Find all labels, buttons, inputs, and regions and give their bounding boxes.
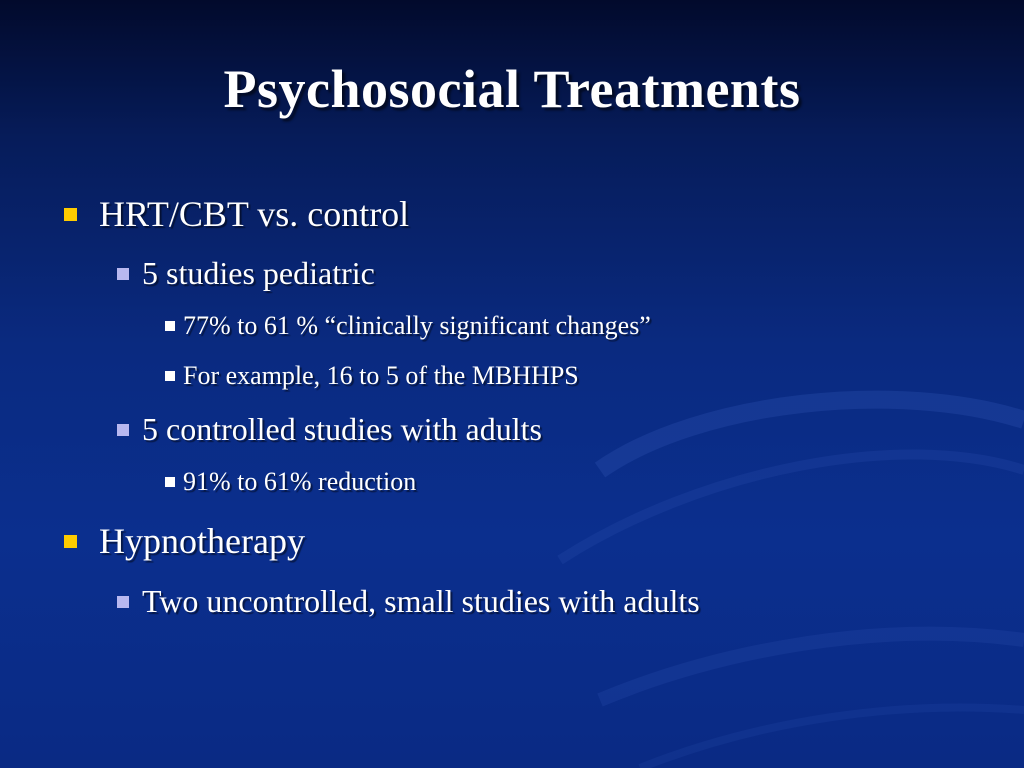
square-bullet-icon: [117, 268, 129, 280]
square-bullet-icon: [165, 321, 175, 331]
bullet-text: Hypnotherapy: [99, 521, 305, 561]
bullet-item: [64, 193, 409, 235]
slide-title: Psychosocial Treatments: [223, 59, 801, 119]
bullet-item: [165, 311, 651, 341]
square-bullet-icon: [117, 596, 129, 608]
bullet-text: For example, 16 to 5 of the MBHHPS: [183, 361, 579, 390]
bullet-item: [117, 255, 375, 292]
bullet-text: 5 controlled studies with adults: [142, 411, 542, 447]
bullet-text: Two uncontrolled, small studies with adults: [142, 583, 700, 619]
bullet-item: [165, 361, 579, 391]
bullet-item: [64, 520, 305, 562]
square-bullet-icon: [64, 535, 77, 548]
square-bullet-icon: [165, 477, 175, 487]
square-bullet-icon: [64, 208, 77, 221]
bullet-item: [117, 411, 542, 448]
bullet-text: 91% to 61% reduction: [183, 467, 417, 496]
bullet-text: 77% to 61 % “clinically significant changes”: [183, 311, 651, 340]
bullet-item: [165, 467, 416, 497]
bullet-text: HRT/CBT vs. control: [99, 194, 410, 234]
bullet-item: [117, 583, 700, 620]
square-bullet-icon: [117, 424, 129, 436]
square-bullet-icon: [165, 371, 175, 381]
bullet-text: 5 studies pediatric: [142, 255, 375, 291]
